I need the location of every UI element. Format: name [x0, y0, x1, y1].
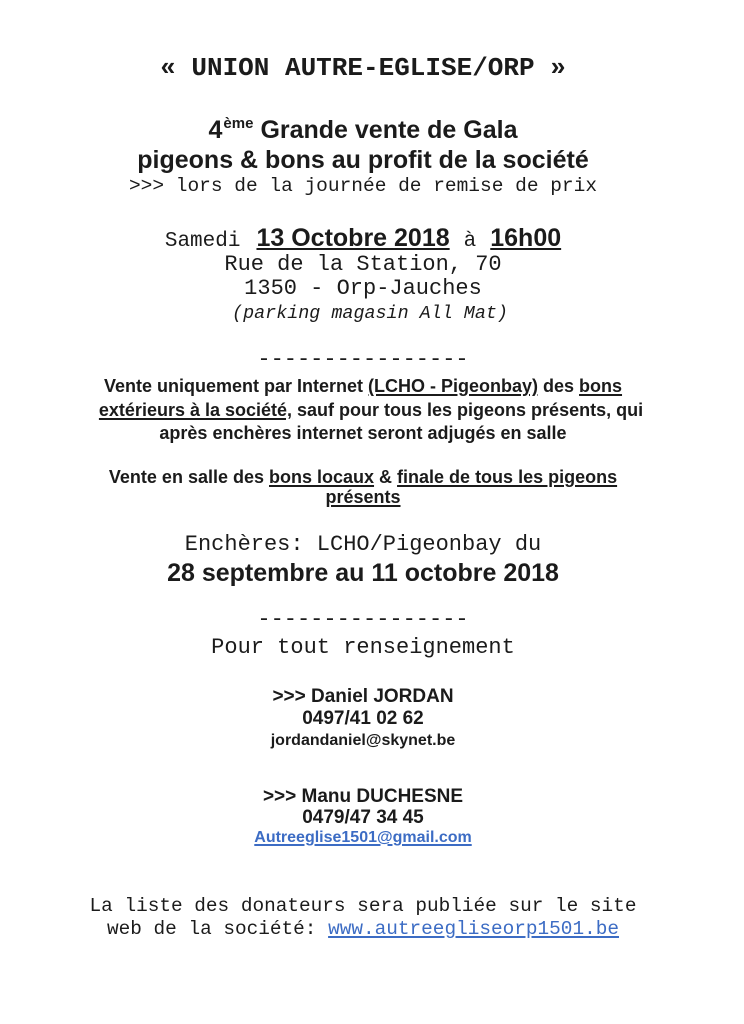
internet-sale-external: extérieurs à la société, [98, 400, 293, 420]
edition-number: 4 [208, 116, 223, 144]
headline-occasion: >>> lors de la journée de remise de prix [128, 175, 598, 197]
internet-sale-text: Vente uniquement par Internet [103, 376, 368, 396]
club-title: « UNION AUTRE-EGLISE/ORP » [160, 53, 566, 83]
room-sale-line-2 [0, 485, 726, 509]
event-parking-note: (parking magasin All Mat) [232, 303, 508, 324]
internet-sale-line-3: après enchères internet seront adjugés en salle [159, 423, 567, 443]
internet-sale-text: sauf pour tous les pigeons présents, qui [292, 400, 644, 420]
contact-1-phone: 0497/41 02 62 [302, 708, 424, 729]
contact-1-email: jordandaniel@skynet.be [270, 732, 456, 749]
room-sale-text: & [374, 467, 398, 487]
footer-website-line [0, 917, 726, 941]
event-at-word: à [463, 230, 477, 253]
separator-1: ---------------- [257, 347, 469, 372]
event-date: 13 Octobre 2018 [256, 224, 450, 252]
headline-title: Grande vente de Gala [260, 116, 518, 144]
room-sale-local-bons: bons locaux [269, 467, 375, 487]
footer-donors-note: La liste des donateurs sera publiée sur le site [89, 895, 637, 917]
auction-period: 28 septembre au 11 octobre 2018 [167, 559, 559, 587]
event-day: Samedi [164, 230, 241, 253]
contact-1-name: >>> Daniel JORDAN [272, 686, 454, 707]
contact-2-phone: 0479/47 34 45 [302, 807, 424, 828]
headline-edition-line [0, 115, 726, 149]
room-sale-present: présents [325, 487, 401, 507]
internet-sale-text: des [538, 376, 580, 396]
edition-ordinal-suffix: ème [223, 115, 254, 132]
event-time: 16h00 [490, 224, 562, 252]
footer-website-link[interactable]: www.autreegliseorp1501.be [328, 918, 619, 940]
event-city: 1350 - Orp-Jauches [244, 276, 482, 301]
internet-sale-line-1 [0, 374, 726, 398]
contact-heading: Pour tout renseignement [211, 635, 515, 660]
footer-website-label: web de la société: [106, 918, 329, 940]
contact-2-email-line [0, 827, 726, 849]
headline-subtitle: pigeons & bons au profit de la société [137, 146, 589, 174]
room-sale-text: Vente en salle des [108, 467, 269, 487]
contact-2-name: >>> Manu DUCHESNE [262, 786, 464, 807]
event-street: Rue de la Station, 70 [224, 252, 502, 277]
contact-2-email-link[interactable]: Autreeglise1501@gmail.com [254, 829, 472, 846]
internet-sale-platform: (LCHO - Pigeonbay) [368, 376, 538, 396]
internet-sale-bons: bons [579, 376, 623, 396]
auction-platform: Enchères: LCHO/Pigeonbay du [184, 532, 542, 557]
separator-2: ---------------- [257, 607, 469, 632]
room-sale-final: finale de tous les pigeons [397, 467, 618, 487]
internet-sale-line-2 [8, 398, 734, 422]
